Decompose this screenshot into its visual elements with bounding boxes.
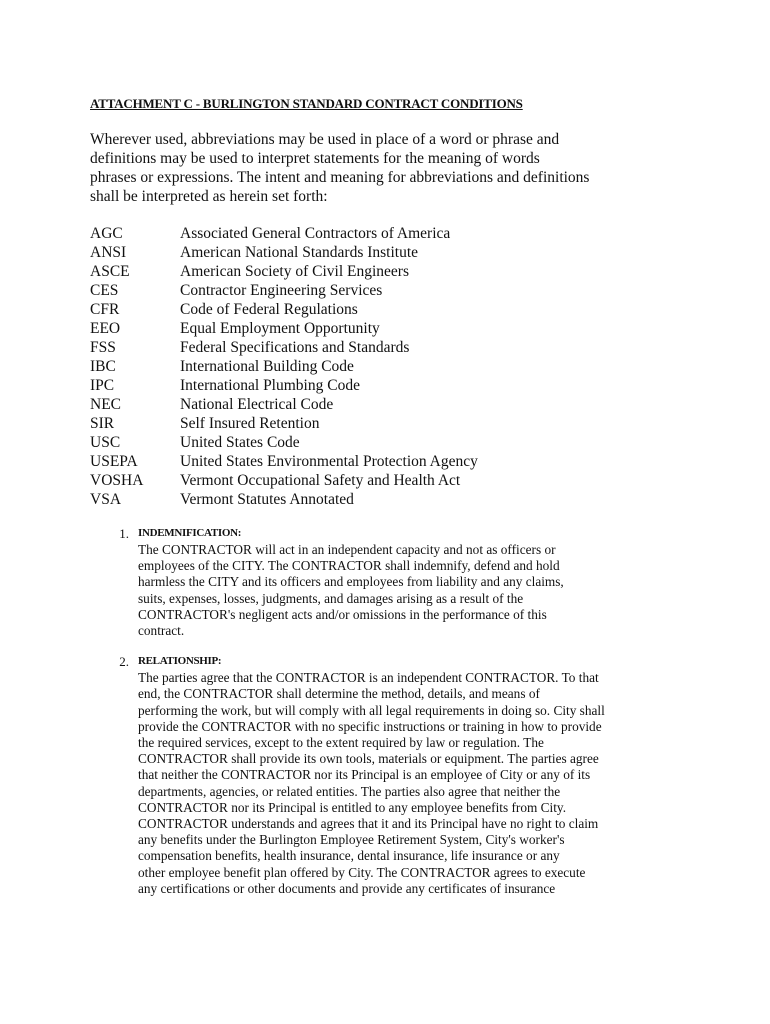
abbreviation-term: IBC bbox=[90, 358, 116, 375]
abbreviation-row bbox=[90, 452, 690, 471]
abbreviation-definition: Associated General Contractors of America bbox=[180, 225, 451, 242]
abbreviation-definition: International Building Code bbox=[180, 358, 354, 375]
abbreviation-term: ASCE bbox=[90, 263, 130, 280]
section-body bbox=[138, 653, 690, 897]
document-page bbox=[90, 96, 690, 911]
abbreviation-row bbox=[90, 376, 690, 395]
abbreviation-definition: Self Insured Retention bbox=[180, 415, 320, 432]
abbreviation-row bbox=[90, 357, 690, 376]
abbreviation-term: USEPA bbox=[90, 453, 138, 470]
abbreviation-row bbox=[90, 262, 690, 281]
abbreviation-definition: United States Code bbox=[180, 434, 300, 451]
abbreviation-row bbox=[90, 300, 690, 319]
abbreviation-term: NEC bbox=[90, 396, 121, 413]
abbreviation-term: FSS bbox=[90, 339, 116, 356]
abbreviation-row bbox=[90, 490, 690, 509]
abbreviation-term: CFR bbox=[90, 301, 120, 318]
abbreviation-definition: National Electrical Code bbox=[180, 396, 334, 413]
abbreviation-row bbox=[90, 281, 690, 300]
abbreviation-definition: Vermont Occupational Safety and Health Act bbox=[180, 472, 461, 489]
abbreviation-definition: Vermont Statutes Annotated bbox=[180, 491, 354, 508]
section-body bbox=[138, 525, 690, 639]
abbreviation-definition: American National Standards Institute bbox=[180, 244, 419, 261]
section-title: RELATIONSHIP: bbox=[138, 655, 222, 668]
abbreviation-term: VSA bbox=[90, 491, 122, 508]
abbreviation-row bbox=[90, 433, 690, 452]
abbreviation-term: CES bbox=[90, 282, 119, 299]
abbreviation-definition: Equal Employment Opportunity bbox=[180, 320, 380, 337]
section-title: INDEMNIFICATION: bbox=[138, 527, 242, 539]
abbreviation-list bbox=[90, 224, 690, 509]
section-text: The parties agree that the CONTRACTOR is an independent CONTRACTOR. To that end, the CONTRACTOR shall determine the method, details, and means of performing the work, but will comply with all legal requirements in doing so. City shall provide the CONTRACTOR with no specific instructions or training in how to provide the required services, except to the extent required by law or regulation. The CONTRACTOR shall provide its own tools, materials or equipment. The parties agree that neither the CONTRACTOR nor its Principal is an employee of City or any of its departments, agencies, or related entities. The parties also agree that neither the CONTRACTOR nor its Principal is entitled to any employee benefits from City. CONTRACTOR understands and agrees that it and its Principal have no right to claim any benefits under the Burlington Employee Retirement System, City's worker's compensation benefits, health insurance, dental insurance, life insurance or any other employee benefit plan offered by City. The CONTRACTOR agrees to execute any certifications or other documents and provide any certificates of insurance bbox=[138, 670, 605, 896]
section-number: 2. bbox=[119, 654, 129, 670]
abbreviation-row bbox=[90, 338, 690, 357]
abbreviation-row bbox=[90, 395, 690, 414]
intro-paragraph: Wherever used, abbreviations may be used in place of a word or phrase and definitions may be used to interpret statements for the meaning of words phrases or expressions. The intent and meaning for abbreviations and definitions shall be interpreted as herein set forth: bbox=[90, 131, 590, 205]
abbreviation-term: VOSHA bbox=[90, 472, 144, 489]
abbreviation-term: SIR bbox=[90, 415, 115, 432]
abbreviation-row bbox=[90, 243, 690, 262]
abbreviation-definition: Federal Specifications and Standards bbox=[180, 339, 410, 356]
abbreviation-definition: United States Environmental Protection Agency bbox=[180, 453, 478, 470]
section-text: The CONTRACTOR will act in an independent capacity and not as officers or employees of the CITY. The CONTRACTOR shall indemnify, defend and hold harmless the CITY and its officers and employees from liability and any claims, suits, expenses, losses, judgments, and damages arising as a result of the CONTRACTOR's negligent acts and/or omissions in the performance of this contract. bbox=[138, 542, 564, 639]
abbreviation-term: EEO bbox=[90, 320, 121, 337]
abbreviation-row bbox=[90, 414, 690, 433]
abbreviation-definition: International Plumbing Code bbox=[180, 377, 360, 394]
abbreviation-term: IPC bbox=[90, 377, 115, 394]
section-relationship bbox=[90, 653, 690, 897]
section-indemnification bbox=[90, 525, 690, 639]
abbreviation-definition: American Society of Civil Engineers bbox=[180, 263, 409, 280]
abbreviation-term: ANSI bbox=[90, 244, 127, 261]
abbreviation-row bbox=[90, 319, 690, 338]
abbreviation-definition: Contractor Engineering Services bbox=[180, 282, 383, 299]
abbreviation-row bbox=[90, 471, 690, 490]
abbreviation-term: USC bbox=[90, 434, 121, 451]
abbreviation-row bbox=[90, 224, 690, 243]
section-number: 1. bbox=[119, 526, 129, 541]
abbreviation-definition: Code of Federal Regulations bbox=[180, 301, 358, 318]
document-heading: ATTACHMENT C - BURLINGTON STANDARD CONTRACT CONDITIONS bbox=[90, 96, 523, 111]
abbreviation-term: AGC bbox=[90, 225, 123, 242]
